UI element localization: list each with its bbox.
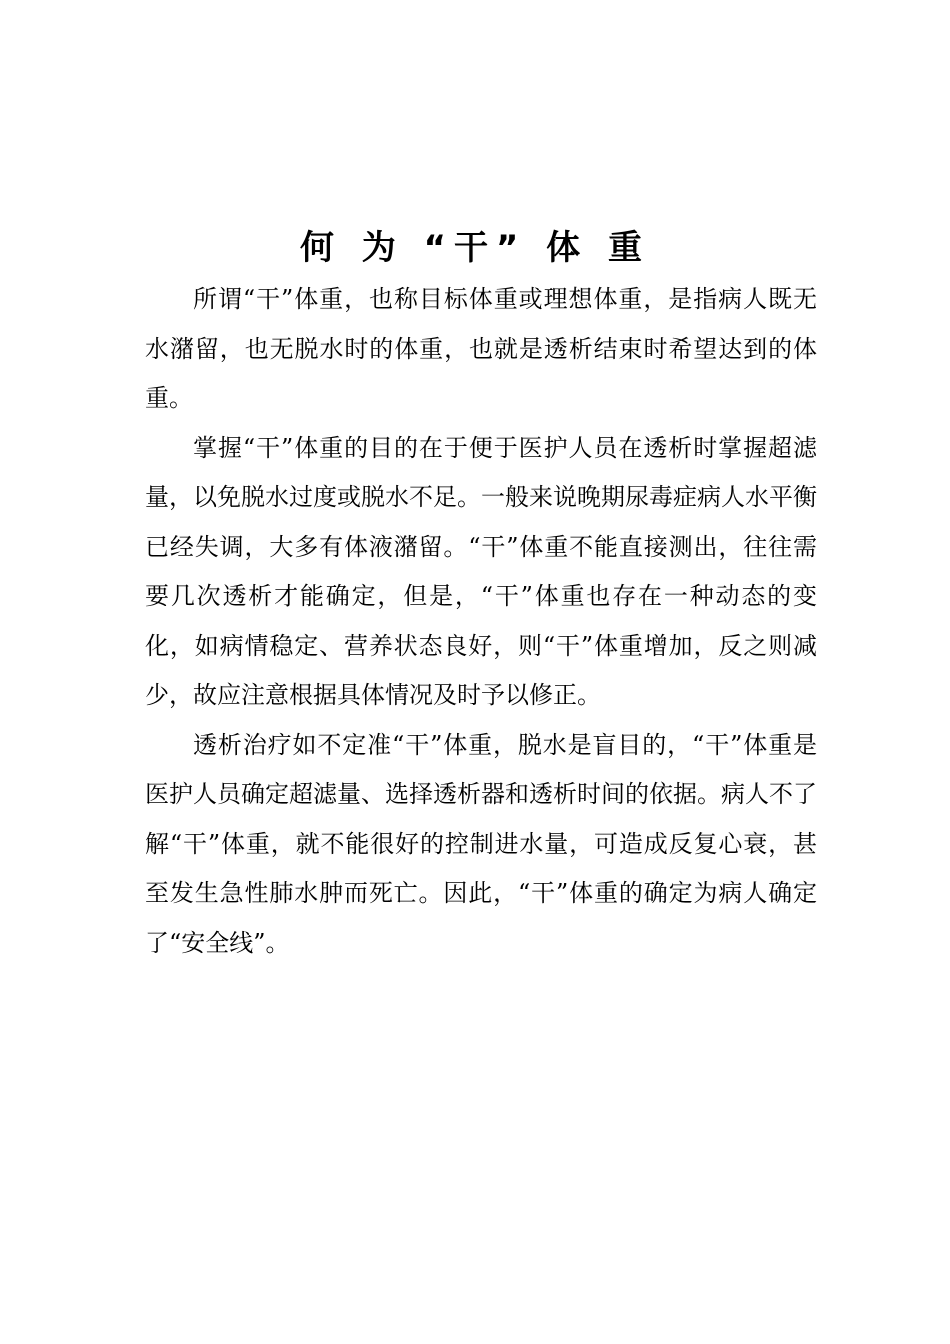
document-body (145, 275, 817, 968)
paragraph-definition: 所谓“干”体重，也称目标体重或理想体重，是指病人既无水潴留，也无脱水时的体重，也就是透析结束时希望达到的体重。 (145, 285, 817, 412)
paragraph-importance: 透析治疗如不定准“干”体重，脱水是盲目的，“干”体重是医护人员确定超滤量、选择透析器和透析时间的依据。病人不了解“干”体重，就不能很好的控制进水量，可造成反复心衰，甚至发生急性肺水肿而死亡。因此，“干”体重的确定为病人确定了“安全线”。 (145, 730, 817, 957)
document-title: 何 为 “干” 体 重 (299, 228, 651, 268)
paragraph-purpose: 掌握“干”体重的目的在于便于医护人员在透析时掌握超滤量，以免脱水过度或脱水不足。一般来说晚期尿毒症病人水平衡已经失调，大多有体液潴留。“干”体重不能直接测出，往往需要几次透析才能确定，但是，“干”体重也存在一种动态的变化，如病情稳定、营养状态良好，则“干”体重增加，反之则减少，故应注意根据具体情况及时予以修正。 (145, 433, 817, 709)
